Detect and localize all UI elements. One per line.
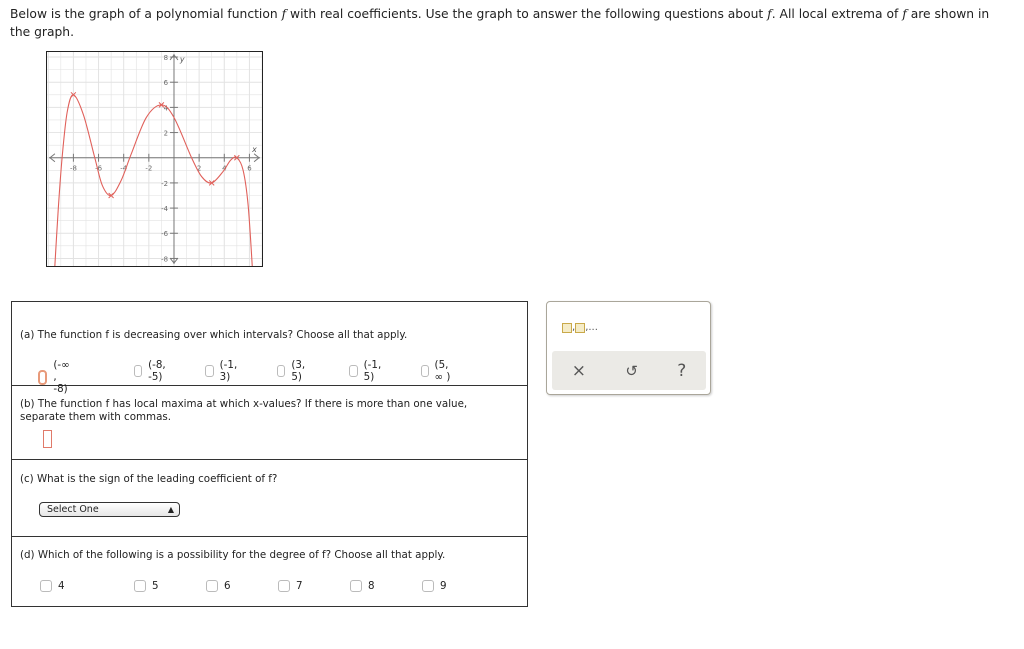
select-arrows-icon: ▲ bbox=[167, 505, 174, 514]
undo-button[interactable]: ↺ bbox=[625, 361, 638, 380]
problem-intro: Below is the graph of a polynomial function f with real coefficients. Use the graph to answer the following questions about f. All local extrema of f are shown in the graph. bbox=[10, 7, 990, 39]
option-label: 8 bbox=[368, 580, 375, 592]
clear-button[interactable]: × bbox=[571, 360, 586, 381]
option-d-5[interactable] bbox=[422, 580, 447, 592]
checkbox[interactable] bbox=[277, 365, 285, 377]
x-tick-label: -4 bbox=[120, 164, 128, 173]
part-a bbox=[12, 302, 527, 395]
option-a-4[interactable] bbox=[349, 359, 385, 383]
checkbox[interactable] bbox=[205, 365, 214, 377]
part-b bbox=[12, 386, 527, 460]
part-c bbox=[12, 460, 527, 537]
checkbox[interactable] bbox=[350, 580, 362, 592]
box-icon bbox=[562, 323, 572, 333]
y-tick-label: -4 bbox=[161, 205, 169, 214]
part-d bbox=[12, 537, 527, 606]
option-label: 4 bbox=[58, 580, 65, 592]
option-label: (3, 5) bbox=[291, 359, 306, 383]
option-label: 6 bbox=[224, 580, 231, 592]
part-d-question: (d) Which of the following is a possibility for the degree of f? Choose all that apply. bbox=[20, 549, 446, 561]
checkbox[interactable] bbox=[38, 370, 47, 385]
checkbox[interactable] bbox=[206, 580, 218, 592]
option-label: (-1, 5) bbox=[363, 359, 382, 383]
part-c-question: (c) What is the sign of the leading coefficient of f? bbox=[20, 473, 278, 485]
option-d-0[interactable] bbox=[40, 580, 65, 592]
y-tick-label: 4 bbox=[163, 104, 169, 113]
option-label: (-8, -5) bbox=[148, 359, 166, 383]
y-axis-label: y bbox=[179, 54, 185, 64]
checkbox[interactable] bbox=[134, 365, 142, 377]
local-maxima-input[interactable] bbox=[43, 430, 52, 448]
option-label: 5 bbox=[152, 580, 159, 592]
checkbox[interactable] bbox=[421, 365, 429, 377]
part-a-question: (a) The function f is decreasing over which intervals? Choose all that apply. bbox=[20, 329, 408, 341]
option-d-2[interactable] bbox=[206, 580, 231, 592]
help-button[interactable]: ? bbox=[677, 360, 687, 381]
checkbox[interactable] bbox=[278, 580, 290, 592]
option-label: (-1, 3) bbox=[219, 359, 238, 383]
y-tick-label: -8 bbox=[161, 255, 169, 264]
option-a-2[interactable] bbox=[205, 359, 241, 383]
question-panel bbox=[11, 301, 528, 607]
option-label: 9 bbox=[440, 580, 447, 592]
x-tick-label: -8 bbox=[69, 164, 77, 173]
box-icon bbox=[575, 323, 585, 333]
y-tick-label: 6 bbox=[163, 79, 169, 88]
checkbox[interactable] bbox=[40, 580, 52, 592]
tool-bar bbox=[552, 351, 706, 390]
x-tick-label: 2 bbox=[196, 164, 202, 173]
polynomial-graph bbox=[46, 51, 263, 267]
x-tick-label: 4 bbox=[222, 164, 227, 173]
option-label: (5, ∞ ) bbox=[434, 359, 451, 383]
option-d-3[interactable] bbox=[278, 580, 303, 592]
y-tick-label: -6 bbox=[161, 230, 169, 239]
y-tick-label: -2 bbox=[161, 179, 169, 188]
option-a-5[interactable] bbox=[421, 359, 453, 383]
checkbox[interactable] bbox=[134, 580, 146, 592]
answer-tools-panel bbox=[546, 301, 711, 395]
option-label: (-∞ , -8) bbox=[53, 359, 70, 395]
option-a-3[interactable] bbox=[277, 359, 309, 383]
list-template-button[interactable]: , ,... bbox=[562, 322, 598, 333]
checkbox[interactable] bbox=[422, 580, 434, 592]
x-tick-label: -2 bbox=[145, 164, 153, 173]
leading-coefficient-select[interactable]: Select One ▲ bbox=[39, 502, 180, 517]
polynomial-curve bbox=[55, 95, 253, 267]
option-d-1[interactable] bbox=[134, 580, 159, 592]
y-tick-label: 8 bbox=[163, 54, 169, 63]
part-b-question: (b) The function f has local maxima at which x-values? If there is more than one value, separate them with commas. bbox=[20, 398, 468, 423]
x-tick-label: -6 bbox=[95, 164, 103, 173]
y-tick-label: 2 bbox=[163, 129, 169, 138]
checkbox[interactable] bbox=[349, 365, 358, 377]
axis-arrows bbox=[50, 55, 259, 263]
x-tick-label: 6 bbox=[247, 164, 252, 173]
option-d-4[interactable] bbox=[350, 580, 375, 592]
option-label: 7 bbox=[296, 580, 303, 592]
x-axis-label: x bbox=[252, 144, 257, 154]
option-a-1[interactable] bbox=[134, 359, 170, 383]
